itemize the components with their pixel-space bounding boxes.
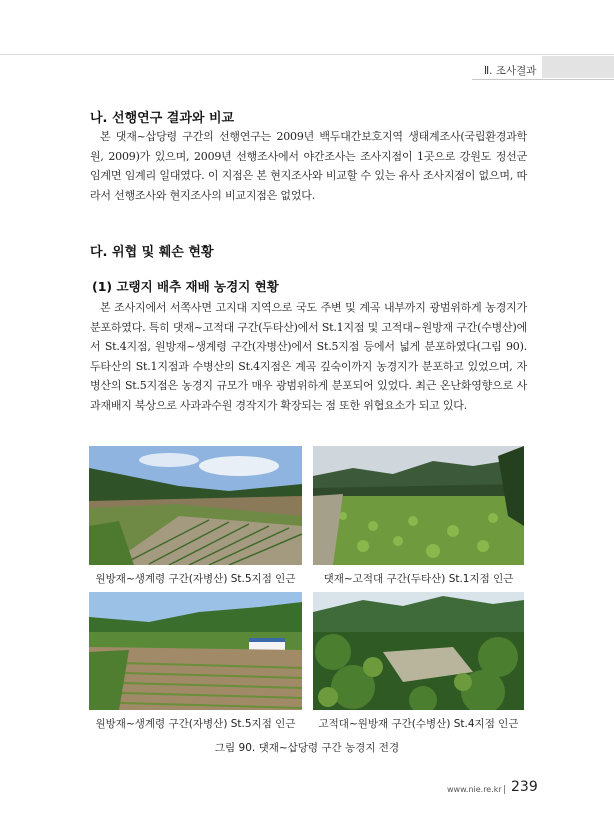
subsection-title-farmland: (1) 고랭지 배추 재배 농경지 현황: [92, 279, 279, 294]
header-underline: [472, 79, 614, 80]
photo-caption: 고적대~원방재 구간(수병산) St.4지점 인근: [318, 718, 519, 730]
page-number: 239: [511, 779, 538, 795]
paragraph-prior-research: 본 댓재~삽당령 구간의 선행연구는 2009년 백두대간보호지역 생태계조사(국립환경과학원, 2009)가 있으며, 2009년 선행조사에서 야간조사는 조사지점이 1곳으로 강원도 정선군 임계면 임계리 일대였다. 이 지점은 본 현지조사와 비교할 수 있는 유사 조사지점이 없으며, 따라서 선행조사와 현지조사의 비교지점은 없었다.: [90, 130, 527, 202]
header-tab-block: [542, 56, 614, 78]
photo-farmland-jabyeongsan-1: [89, 446, 302, 565]
section-title-threats: 다. 위협 및 훼손 현황: [90, 245, 214, 260]
section-title-prior-research: 나. 선행연구 결과와 비교: [90, 111, 235, 126]
header-rule: [0, 54, 614, 55]
photo-caption: 댓재~고적대 구간(두타산) St.1지점 인근: [323, 573, 514, 585]
paragraph-farmland: 본 조사지에서 서쪽사면 고지대 지역으로 국도 주변 및 계곡 내부까지 광범위하게 농경지가 분포하였다. 특히 댓재~고적대 구간(두타산)에서 St.1지점 및 고적대~원방재 구간(수병산)에서 St.4지점, 원방재~생계령 구간(자병산)에서 St.5지점 등에서 넓게 분포하였다(그림 90). 두타산의 St.1지점과 수병산의 St.4지점은 계곡 깊숙이까지 농경지가 분포하고 있었으며, 자병산의 St.5지점은 농경지 규모가 매우 광범위하게 분포되어 있었다. 최근 온난화영향으로 사과재배지 북상으로 사과과수원 경작지가 확장되는 점 또한 위협요소가 되고 있다.: [90, 301, 527, 412]
figure-caption: 그림 90. 댓재~삽당령 구간 농경지 전경: [214, 742, 400, 754]
photo-farmland-dutasan: [313, 446, 524, 565]
footer-url: www.nie.re.kr: [447, 785, 502, 794]
photo-caption: 원방재~생계령 구간(자병산) St.5지점 인근: [95, 718, 296, 730]
photo-caption: 원방재~생계령 구간(자병산) St.5지점 인근: [95, 573, 296, 585]
footer-divider: [504, 785, 505, 794]
running-header: Ⅱ. 조사결과: [484, 65, 537, 77]
photo-farmland-jabyeongsan-2: [89, 592, 302, 710]
photo-farmland-subyeongsan: [313, 592, 524, 710]
